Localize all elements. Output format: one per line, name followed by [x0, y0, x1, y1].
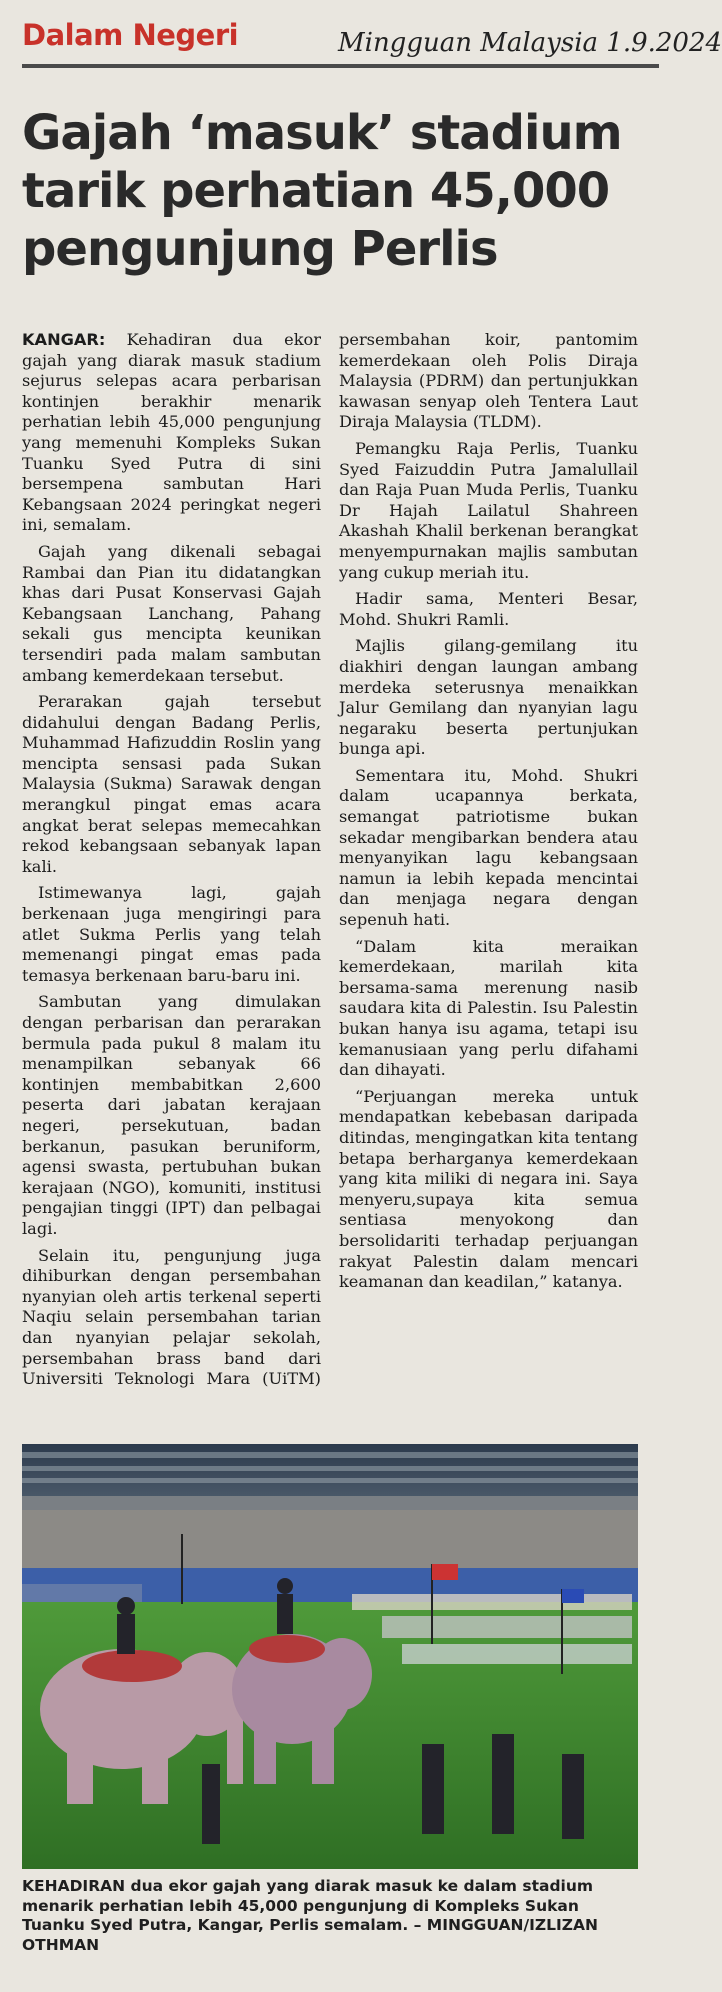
- crowd: [22, 1452, 638, 1483]
- article-paragraph: Hadir sama, Menteri Besar, Mohd. Shukri Ramli.: [339, 589, 638, 629]
- article-paragraph: Sementara itu, Mohd. Shukri dalam ucapannya berkata, semangat patriotisme bukan sekadar mengibarkan bendera atau menyanyikan lagu kebangsaan namun ia lebih kepada mencintai dan menjaga negara dengan sepenuh hati.: [339, 765, 638, 930]
- article-body: [22, 330, 638, 1400]
- section-label: Dalam Negeri: [22, 18, 239, 52]
- article-paragraph: “Perjuangan mereka untuk mendapatkan kebebasan daripada ditindas, mengingatkan kita tentang betapa berharganya kemerdekaan yang kita miliki di negara ini. Saya menyeru,supaya kita semua sentiasa menyokong dan bersolidariti terhadap perjuangan rakyat Palestin dalam mencari keamanan dan keadilan,” katanya.: [339, 1086, 638, 1292]
- article-paragraph: Perarakan gajah tersebut didahului dengan Badang Perlis, Muhammad Hafizuddin Roslin yang mencipta sensasi pada Sukan Malaysia (Sukma) Sarawak dengan merangkul pingat emas acara angkat berat selepas memecahkan rekod kebangsaan sebanyak lapan kali.: [22, 692, 321, 876]
- stadium-elephant-photo: [22, 1444, 638, 1869]
- handwritten-source-note: Mingguan Malaysia 1.9.2024: [338, 28, 722, 58]
- stadium-wall: [22, 1510, 638, 1568]
- article-paragraph: Istimewanya lagi, gajah berkenaan juga mengiringi para atlet Sukma Perlis yang telah memenangi pingat emas pada temasya berkenaan baru-baru ini.: [22, 883, 321, 985]
- article-paragraph: Majlis gilang-gemilang itu diakhiri dengan laungan ambang merdeka seterusnya menaikkan Jalur Gemilang dan nyanyian lagu negaraku beserta pertunjukan bunga api.: [339, 636, 638, 759]
- headline: Gajah ‘masuk’ stadium tarik perhatian 45,000 pengunjung Perlis: [22, 105, 622, 277]
- article-paragraph: KANGAR: Kehadiran dua ekor gajah yang diarak masuk stadium sejurus selepas acara perbarisan kontinjen berakhir menarik perhatian lebih 45,000 pengunjung yang memenuhi Kompleks Sukan Tuanku Syed Putra di sini bersempena sambutan Hari Kebangsaan 2024 peringkat negeri ini, semalam.: [22, 330, 321, 535]
- article-paragraph: Sambutan yang dimulakan dengan perbarisan dan perarakan bermula pada pukul 8 malam itu menampilkan sebanyak 66 kontinjen membabitkan 2,600 peserta dari jabatan kerajaan negeri, persekutuan, badan berkanun, pasukan beruniform, agensi swasta, pertubuhan bukan kerajaan (NGO), komuniti, institusi pengajian tinggi (IPT) dan pelbagai lagi.: [22, 992, 321, 1238]
- article-paragraph: Pemangku Raja Perlis, Tuanku Syed Faizuddin Putra Jamalullail dan Raja Puan Muda Perlis, Tuanku Dr Hajah Lailatul Shahreen Akashah Khalil berkenan berangkat menyempurnakan majlis sambutan yang cukup meriah itu.: [339, 438, 638, 582]
- header-rule: [22, 64, 659, 68]
- photo-caption: KEHADIRAN dua ekor gajah yang diarak masuk ke dalam stadium menarik perhatian lebih 45,000 pengunjung di Kompleks Sukan Tuanku Syed Putra, Kangar, Perlis semalam. – MINGGUAN/IZLIZAN OTHMAN: [22, 1877, 598, 1954]
- stadium-roof-band: [22, 1496, 638, 1510]
- dateline: KANGAR:: [22, 330, 106, 349]
- article-paragraph: “Dalam kita meraikan kemerdekaan, marilah kita bersama-sama merenung nasib saudara kita di Palestin. Isu Palestin bukan hanya isu agama, tetapi isu kemanusiaan yang perlu difahami dan dihayati.: [339, 936, 638, 1080]
- article-paragraph: Selain itu, pengunjung juga dihiburkan dengan persembahan nyanyian oleh artis terkenal seperti Naqiu selain persembahan tarian dan nyanyian pelajar sekolah, persembahan brass band dari Universiti Teknologi Mara (UiTM) persembahan koir, pantomim kemerdekaan oleh Polis Diraja Malaysia (PDRM) dan pertunjukkan kawasan senyap oleh Tentera Laut Diraja Malaysia (TLDM).: [22, 330, 638, 1389]
- article-paragraph: Gajah yang dikenali sebagai Rambai dan Pian itu didatangkan khas dari Pusat Konservasi Gajah Kebangsaan Lanchang, Pahang sekali gus mencipta keunikan tersendiri pada malam sambutan ambang kemerdekaan tersebut.: [22, 541, 321, 685]
